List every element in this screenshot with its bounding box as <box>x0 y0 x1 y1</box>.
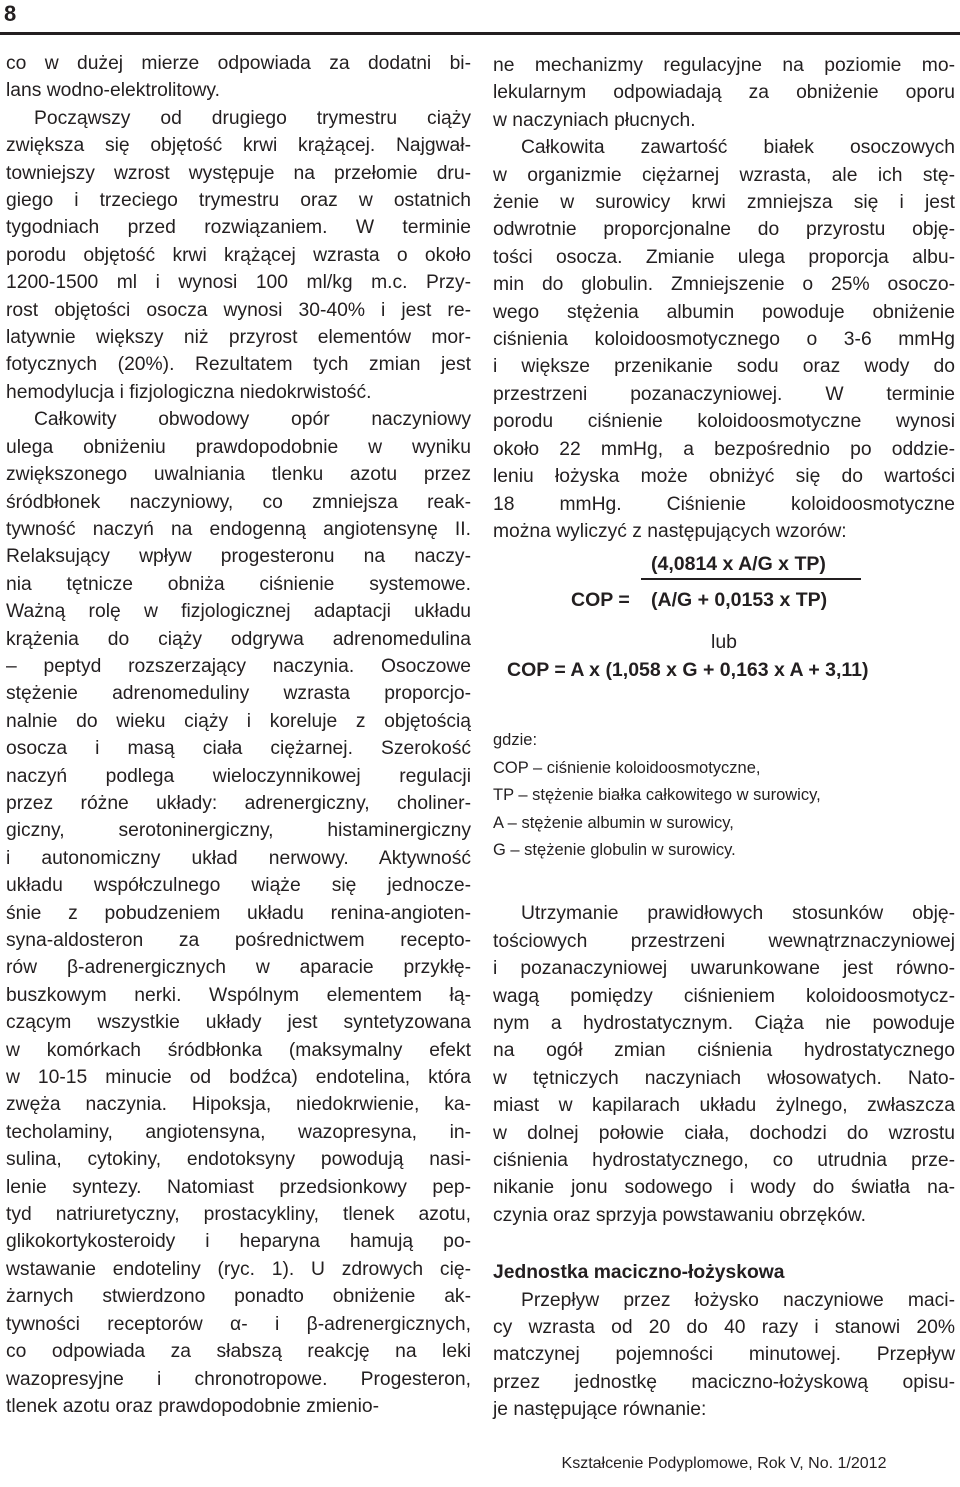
footer: Kształcenie Podyplomowe, Rok V, No. 1/2012 <box>561 1455 887 1472</box>
text-line: ulega obniżeniu prawdopodobnie w wyniku <box>6 436 471 458</box>
page-number: 8 <box>4 1 17 26</box>
text-line: co odpowiada za słabszą reakcję na leki <box>6 1341 471 1363</box>
formula-numerator: (4,0814 x A/G x TP) <box>651 553 826 576</box>
text-line: przestrzeni pozanaczyniowej. W terminie <box>493 383 955 405</box>
text-line: można wyliczyć z następujących wzorów: <box>493 520 847 542</box>
right-column-middle-text <box>493 900 955 1229</box>
text-line: miast w kapilarach układu żylnego, zwłaszcza <box>493 1095 955 1117</box>
formula-denominator: (A/G + 0,0153 x TP) <box>651 589 828 612</box>
text-line: gdzie: <box>493 731 538 750</box>
text-line: krążenia do ciąży odgrywa adrenomedulina <box>6 628 471 650</box>
text-line: śnie z pobudzeniem układu renina-angioten- <box>6 902 471 924</box>
text-line: zwiększa się objętość krwi krążącej. Najgwał- <box>6 135 471 157</box>
text-line: Całkowity obwodowy opór naczyniowy <box>34 409 471 431</box>
text-line: nalnie do wieku ciąży i koreluje z objętością <box>6 710 471 732</box>
text-line: żenie w surowicy krwi zmniejsza się i jest <box>493 192 955 214</box>
text-line: rost objętości osocza wynosi 30-40% i jest re- <box>6 299 471 321</box>
text-line: porodu objętość krwi krążącej wzrasta o około <box>6 244 471 266</box>
text-line: śródbłonek naczyniowy, co zmniejsza reak- <box>6 491 471 513</box>
text-line: glikokortykosteroidy i heparyna hamują po- <box>6 1231 471 1253</box>
right-column <box>493 52 955 1424</box>
text-line: hemodylucja i fizjologiczna niedokrwistość. <box>6 381 372 403</box>
text-line: i pozanaczyniowej uwarunkowane jest równo- <box>493 958 955 980</box>
text-line: towniejszy wzrost występuje na przełomie dru- <box>6 162 471 184</box>
text-line: lenie syntezy. Natomiast przedsionkowy pep- <box>6 1176 471 1198</box>
text-line: w komórkach śródbłonka (maksymalny efekt <box>6 1039 471 1061</box>
header-rule <box>0 32 960 35</box>
text-line: na ogół zmian ciśnienia hydrostatycznego <box>493 1040 955 1062</box>
text-line: 18 mmHg. Ciśnienie koloidoosmotyczne <box>493 493 955 515</box>
text-line: Przepływ przez łożysko naczyniowe maci- <box>521 1289 955 1311</box>
left-column <box>6 50 471 1420</box>
text-line: nym a hydrostatycznym. Ciąża nie powoduje <box>493 1012 955 1034</box>
text-line: leniu łożyska może obniżyć się do wartości <box>493 466 955 488</box>
text-line: buszkowym nerki. Wspólnym elementem łą- <box>6 984 471 1006</box>
text-line: czynia oraz sprzyja powstawaniu obrzęków. <box>493 1204 866 1226</box>
text-line: cy wzrasta od 20 do 40 razy i stanowi 20% <box>493 1317 955 1339</box>
text-line: zwiększonego uwalniania tlenku azotu przez <box>6 464 471 486</box>
text-line: TP – stężenie białka całkowitego w surowicy, <box>493 786 821 805</box>
text-line: czącym wszystkie układy jest syntetyzowana <box>6 1012 471 1034</box>
formula-alternative: COP = A x (1,058 x G + 0,163 x A + 3,11) <box>507 659 869 682</box>
text-line: i większe przenikanie sodu oraz wody do <box>493 356 955 378</box>
text-line: zwęża naczynia. Hipoksja, niedokrwienie, ka- <box>6 1094 471 1116</box>
text-line: min do globulin. Zmniejszenie o 25% osoczo- <box>493 274 955 296</box>
text-line: około 22 mmHg, a bezpośrednio po oddzie- <box>493 438 955 460</box>
text-line: matczynej pojemności minutowej. Przepływ <box>493 1344 955 1366</box>
text-line: G – stężenie globulin w surowicy. <box>493 840 736 859</box>
text-line: nikanie jonu sodowego i wody do światła na- <box>493 1177 955 1199</box>
text-line: i autonomiczny układ nerwowy. Aktywność <box>6 847 471 869</box>
text-line: rów β-adrenergicznych w aparacie przykłę- <box>6 957 471 979</box>
text-line: fotycznych (20%). Rezultatem tych zmian jest <box>6 354 471 376</box>
text-line: 1200-1500 ml i wynosi 100 ml/kg m.c. Przy- <box>6 272 471 294</box>
text-line: stężenie adrenomeduliny wzrasta proporcjo- <box>6 683 471 705</box>
text-line: lekularnym odpowiadają za obniżenie oporu <box>493 82 955 104</box>
text-line: tościowych przestrzeni wewnątrznaczyniowej <box>493 930 955 952</box>
text-line: w organizmie ciężarnej wzrasta, ale ich stę- <box>493 164 955 186</box>
text-line: techolaminy, angiotensyna, wazopresyna, in- <box>6 1121 471 1143</box>
text-line: A – stężenie albumin w surowicy, <box>493 813 734 832</box>
text-line: – peptyd rozszerzający naczynia. Osoczowe <box>6 655 471 677</box>
text-line: ne mechanizmy regulacyjne na poziomie mo- <box>493 55 955 76</box>
text-line: odwrotnie proporcjonalne do przyrostu obję- <box>493 219 955 241</box>
text-line: w 10-15 minucie od bodźca) endotelina, która <box>6 1067 471 1089</box>
text-line: nia tętnicze obniża ciśnienie systemowe. <box>6 573 471 595</box>
text-line: Relaksujący wpływ progesteronu na naczy- <box>6 546 471 568</box>
text-line: w dolnej połowie ciała, dochodzi do wzrostu <box>493 1122 955 1144</box>
text-line: wstawanie endoteliny (ryc. 1). U zdrowych cię- <box>6 1258 471 1280</box>
section-heading: Jednostka maciczno-łożyskowa <box>493 1262 785 1284</box>
text-line: wagą pomiędzy ciśnieniem koloidoosmotycz- <box>493 985 955 1007</box>
spacer <box>493 864 955 900</box>
text-line: latywnie większy niż przyrost elementów mor- <box>6 327 471 349</box>
text-line: sulina, cytokiny, endotoksyny powodują nasi- <box>6 1149 471 1171</box>
text-line: naczyń podlega wieloczynnikowej regulacji <box>6 765 471 787</box>
text-line: giego i trzeciego trymestru oraz w ostatnich <box>6 190 471 212</box>
fraction-bar <box>641 578 861 580</box>
text-line: w naczyniach płucnych. <box>493 109 696 131</box>
text-line: COP – ciśnienie koloidoosmotyczne, <box>493 758 761 777</box>
text-line: wego stężenia albumin powoduje obniżenie <box>493 301 955 323</box>
text-line: giczny, serotoninergiczny, histaminergiczny <box>6 820 471 842</box>
right-column-top-text <box>493 52 955 545</box>
text-line: tygodniach przed rozwiązaniem. W terminie <box>6 217 471 239</box>
text-line: w tętniczych naczyniach włosowatych. Nato- <box>493 1067 955 1089</box>
text-line: żarnych stwierdzono ponadto obniżenie ak- <box>6 1286 471 1308</box>
text-line: tywności receptorów α- i β-adrenergicznych, <box>6 1313 471 1335</box>
text-line: przez jednostkę maciczno-łożyskową opisu- <box>493 1371 955 1393</box>
text-line: przez różne układy: adrenergiczny, choliner- <box>6 792 471 814</box>
text-line: je następujące równanie: <box>493 1399 707 1421</box>
formula-legend <box>493 727 955 864</box>
text-line: co w dużej mierze odpowiada za dodatni bi- <box>6 53 471 74</box>
formula-lhs: COP = <box>571 589 630 612</box>
text-line: tyd natriuretyczny, prostacykliny, tlenek azotu, <box>6 1204 471 1226</box>
formula-or: lub <box>710 631 738 654</box>
right-column-bottom-text <box>493 1287 955 1424</box>
text-line: lans wodno-elektrolitowy. <box>6 80 220 102</box>
text-line: tlenek azotu oraz prawdopodobnie zmienio- <box>6 1395 379 1417</box>
text-line: wazopresyjne i chronotropowe. Progesteron, <box>6 1368 471 1390</box>
text-line: Całkowita zawartość białek osoczowych <box>521 137 955 159</box>
text-line: tości osocza. Zmianie ulega proporcja albu- <box>493 246 955 268</box>
text-line: ciśnienia hydrostatycznego, co utrudnia prze- <box>493 1150 955 1171</box>
text-line: porodu ciśnienie koloidoosmotyczne wynosi <box>493 411 955 433</box>
text-line: syna-aldosteron za pośrednictwem recepto- <box>6 930 471 951</box>
cop-formula <box>493 547 955 707</box>
text-line: ciśnienia koloidoosmotycznego o 3-6 mmHg <box>493 329 955 351</box>
text-line: Ważną rolę w fizjologicznej adaptacji układu <box>6 601 471 623</box>
text-line: Utrzymanie prawidłowych stosunków obję- <box>521 903 955 925</box>
text-line: układu współczulnego wiąże się jednocze- <box>6 875 471 897</box>
text-line: osocza i masą ciała ciężarnej. Szerokość <box>6 738 471 760</box>
text-line: Począwszy od drugiego trymestru ciąży <box>34 107 471 129</box>
text-line: tywność naczyń na endogenną angiotensynę II. <box>6 518 471 540</box>
